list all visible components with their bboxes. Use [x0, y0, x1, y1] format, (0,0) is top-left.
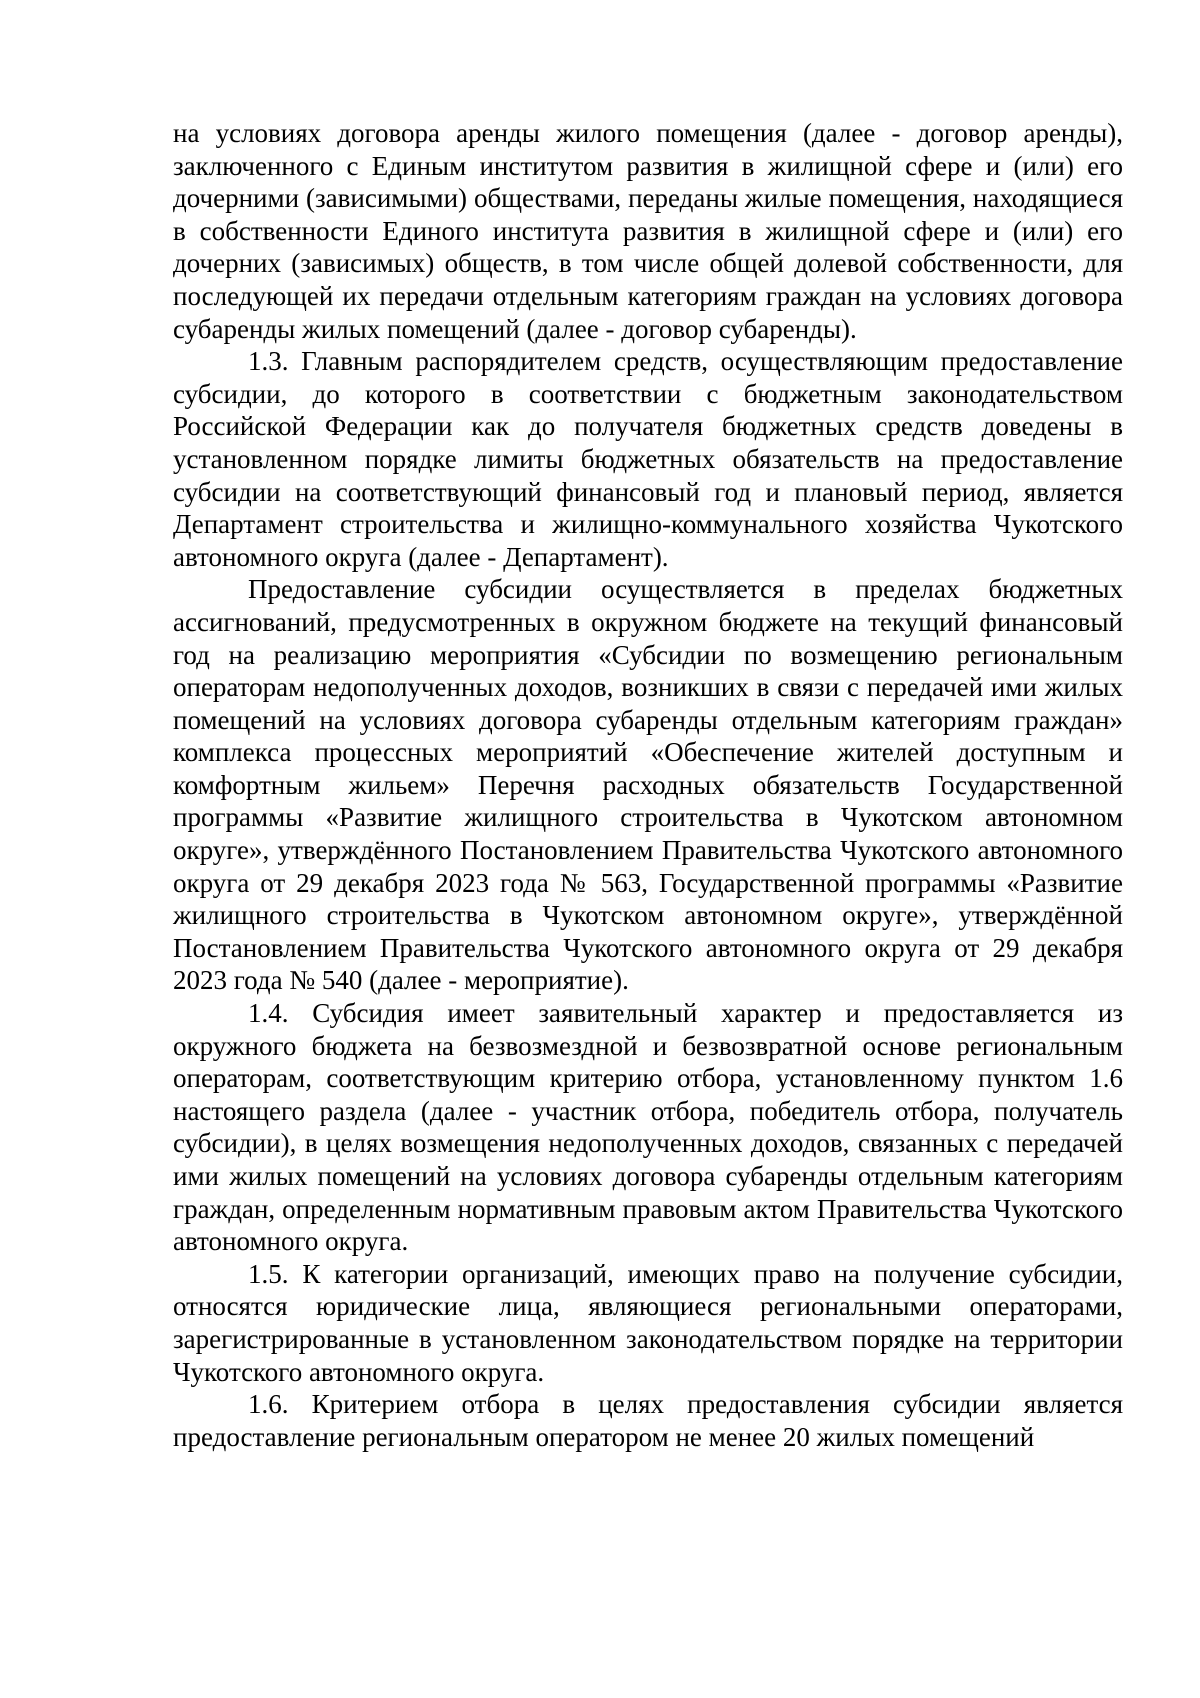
- paragraph-funding: Предоставление субсидии осуществляется в пределах бюджетных ассигнований, предусмотренных в окружном бюджете на текущий финансовый год на реализацию мероприятия «Субсидии по возмещению региональным операторам недополученных доходов, возникших в связи с передачей ими жилых помещений на условиях договора субаренды отдельным категориям граждан» комплекса процессных мероприятий «Обеспечение жителей доступным и комфортным жильем» Перечня расходных обязательств Государственной программы «Развитие жилищного строительства в Чукотском автономном округе», утверждённого Постановлением Правительства Чукотского автономного округа от 29 декабря 2023 года № 563, Государственной программы «Развитие жилищного строительства в Чукотском автономном округе», утверждённой Постановлением Правительства Чукотского автономного округа от 29 декабря 2023 года № 540 (далее - мероприятие).: [173, 574, 1123, 996]
- document-body: [173, 117, 1123, 1453]
- paragraph-1-6: 1.6. Критерием отбора в целях предоставления субсидии является предоставление региональным оператором не менее 20 жилых помещений: [173, 1389, 1123, 1452]
- paragraph-1-3: 1.3. Главным распорядителем средств, осуществляющим предоставление субсидии, до которого в соответствии с бюджетным законодательством Российской Федерации как до получателя бюджетных средств доведены в установленном порядке лимиты бюджетных обязательств на предоставление субсидии на соответствующий финансовый год и плановый период, является Департамент строительства и жилищно-коммунального хозяйства Чукотского автономного округа (далее - Департамент).: [173, 346, 1123, 572]
- paragraph-1-5: 1.5. К категории организаций, имеющих право на получение субсидии, относятся юридические лица, являющиеся региональными операторами, зарегистрированные в установленном законодательством порядке на территории Чукотского автономного округа.: [173, 1258, 1123, 1387]
- paragraph-continuation: на условиях договора аренды жилого помещения (далее - договор аренды), заключенного с Единым институтом развития в жилищной сфере и (или) его дочерними (зависимыми) обществами, переданы жилые помещения, находящиеся в собственности Единого института развития в жилищной сфере и (или) его дочерних (зависимых) обществ, в том числе общей долевой собственности, для последующей их передачи отдельным категориям граждан на условиях договора субаренды жилых помещений (далее - договор субаренды).: [173, 118, 1123, 344]
- paragraph-1-4: 1.4. Субсидия имеет заявительный характер и предоставляется из окружного бюджета на безвозмездной и безвозвратной основе региональным операторам, соответствующим критерию отбора, установленному пунктом 1.6 настоящего раздела (далее - участник отбора, победитель отбора, получатель субсидии), в целях возмещения недополученных доходов, связанных с передачей ими жилых помещений на условиях договора субаренды отдельным категориям граждан, определенным нормативным правовым актом Правительства Чукотского автономного округа.: [173, 998, 1123, 1257]
